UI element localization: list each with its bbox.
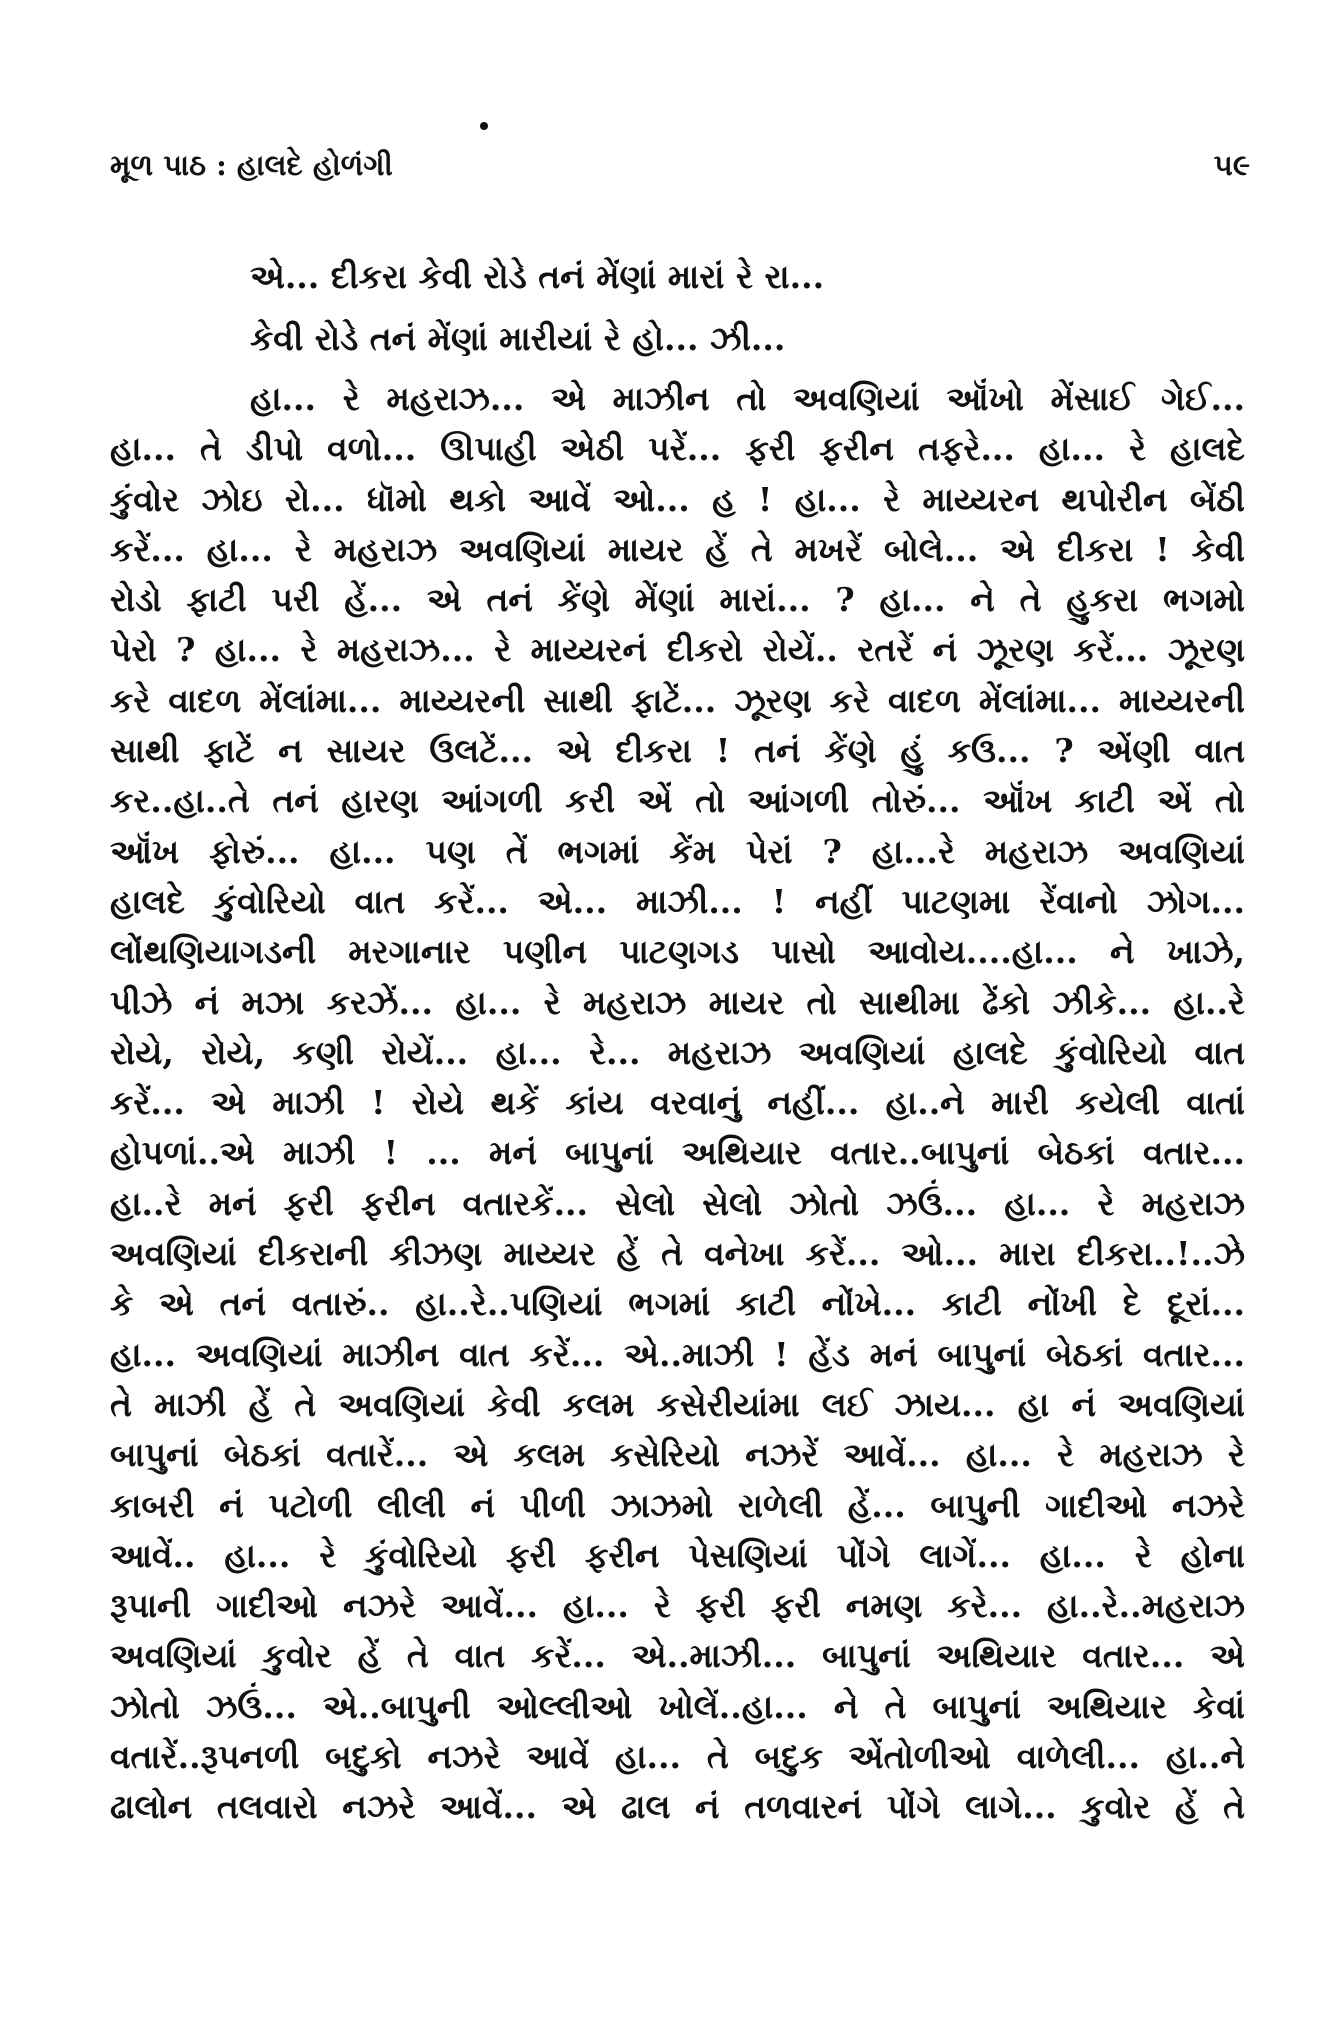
text-line: કરેં... હા... રે મહરાઝ અવણિયાં માયર હેં તે મખરેં બોલે... એ દીકરા ! કેવી [110, 529, 1245, 569]
text-line: હોપળાં..એ માઝી ! ... મનં બાપુનાં અથિયાર વતાર..બાપુનાં બેઠકાં વતાર... [110, 1133, 1245, 1173]
text-line: રોડો ફાટી પરી હેં... એ તનં કેંણે મેંણાં મારાં... ? હા... ને તે હુકરા ભગમો [110, 580, 1245, 620]
page-title: મૂળ પાઠ : હાલદે હોળંગી [110, 148, 393, 182]
ink-dot [480, 122, 488, 130]
text-line: તે માઝી હેં તે અવણિયાં કેવી કલમ કસેરીયાંમા લઈ ઝાય... હા નં અવણિયાં [110, 1384, 1245, 1424]
text-line: અવણિયાં કુવોર હેં તે વાત કરેં... એ..માઝી... બાપુનાં અથિયાર વતાર... એ [110, 1636, 1245, 1676]
running-head [110, 148, 1250, 192]
text-line: આવેં.. હા... રે કુંવોરિયો ફરી ફરીન પેસણિયાં પોંગે લાગેં... હા... રે હોના [110, 1535, 1245, 1575]
text-line: કાબરી નં પટોળી લીલી નં પીળી ઝાઝમો રાળેલી હેં... બાપુની ગાદીઓ નઝરે [110, 1485, 1245, 1525]
text-line: કરેં... એ માઝી ! રોયે થકેં કાંય વરવાનું નહીં... હા..ને મારી કયેલી વાતાં [110, 1083, 1245, 1123]
text-line: કરે વાદળ મેંલાંમા... માય્યરની સાથી ફાટેં... ઝૂરણ કરે વાદળ મેંલાંમા... માય્યરની [110, 680, 1245, 720]
text-line: ઢાલોન તલવારો નઝરે આવેં... એ ઢાલ નં તળવારનં પોંગે લાગે... કુવોર હેં તે [110, 1787, 1245, 1827]
page-number: ૫૯ [1213, 148, 1250, 182]
text-line: રોયે, રોયે, કણી રોયેં... હા... રે... મહરાઝ અવણિયાં હાલદે કુંવોરિયો વાત [110, 1032, 1245, 1072]
text-line: બાપુનાં બેઠકાં વતારેં... એ કલમ કસેરિયો નઝરેં આવેં... હા... રે મહરાઝ રે [110, 1435, 1245, 1475]
text-line: હા... તે ડીપો વળો... ઊપાહી એઠી પરેં... ફરી ફરીન તફરે... હા... રે હાલદે [110, 429, 1245, 469]
text-line: વતારેં..રૂપનળી બદુકો નઝરે આવેં હા... તે બદુક એંતોળીઓ વાળેલી... હા..ને [110, 1737, 1245, 1777]
text-line: હા..રે મનં ફરી ફરીન વતારકેં... સેલો સેલો ઝોતો ઝઉં... હા... રે મહરાઝ [110, 1183, 1245, 1223]
text-line: હા... રે મહરાઝ... એ માઝીન તો અવણિયાં ઑંખો મેંસાઈ ગેઈ... [250, 379, 1245, 418]
text-line: અવણિયાં દીકરાની કીઝણ માય્યર હેં તે વનેખા કરેં... ઓ... મારા દીકરા..!..ઝે [110, 1234, 1245, 1274]
text-line: ઑંખ ફોરું... હા... પણ તેં ભગમાં કેંમ પેરાં ? હા...રે મહરાઝ અવણિયાં [110, 831, 1245, 871]
prose-paragraph [110, 374, 1245, 1833]
verse-block [250, 246, 1150, 370]
text-line: રૂપાની ગાદીઓ નઝરે આવેં... હા... રે ફરી ફરી નમણ કરે... હા..રે..મહરાઝ [110, 1586, 1245, 1626]
text-line: કુંવોર ઝોઇ રો... ધૉમો થકો આવેં ઓ... હ ! હા... રે માય્યરન થપોરીન બેંઠી [110, 479, 1245, 519]
verse-line: કેવી રોડે તનં મેંણાં મારીયાં રે હો... ઝી... [250, 319, 786, 358]
text-line: લોંથણિયાગડની મરગાનાર પણીન પાટણગડ પાસો આવોય....હા... ને ખાઝે, [110, 932, 1245, 972]
verse-line: એ... દીકરા કેવી રોડે તનં મેંણાં મારાં રે રા... [250, 257, 825, 296]
text-line: કે એ તનં વતારું.. હા..રે..પણિયાં ભગમાં કાટી નોંખે... કાટી નોંખી દે દૂરાં... [110, 1284, 1245, 1324]
text-line: હા... અવણિયાં માઝીન વાત કરેં... એ..માઝી ! હેંડ મનં બાપુનાં બેઠકાં વતાર... [110, 1334, 1245, 1374]
text-line: પેરો ? હા... રે મહરાઝ... રે માય્યરનં દીકરો રોયેં.. રતરેં નં ઝૂરણ કરેં... ઝૂરણ [110, 630, 1245, 670]
text-line: હાલદે કુંવોરિયો વાત કરેં... એ... માઝી... ! નહીં પાટણમા રેંવાનો ઝોગ... [110, 881, 1245, 921]
text-line: પીઝે નં મઝા કરઝેં... હા... રે મહરાઝ માયર તો સાથીમા ઢેંકો ઝીકે... હા..રે [110, 982, 1245, 1022]
text-line: કર..હા..તે તનં હારણ આંગળી કરી એં તો આંગળી તોરું... ઑંખ કાટી એં તો [110, 781, 1245, 821]
text-line: સાથી ફાટેં ન સાયર ઉલટેં... એ દીકરા ! તનં કેંણે હું કઉ... ? એંણી વાત [110, 731, 1245, 771]
text-line: ઝોતો ઝઉં... એ..બાપુની ઓલ્લીઓ ખોલેં..હા... ને તે બાપુનાં અથિયાર કેવાં [110, 1686, 1245, 1726]
